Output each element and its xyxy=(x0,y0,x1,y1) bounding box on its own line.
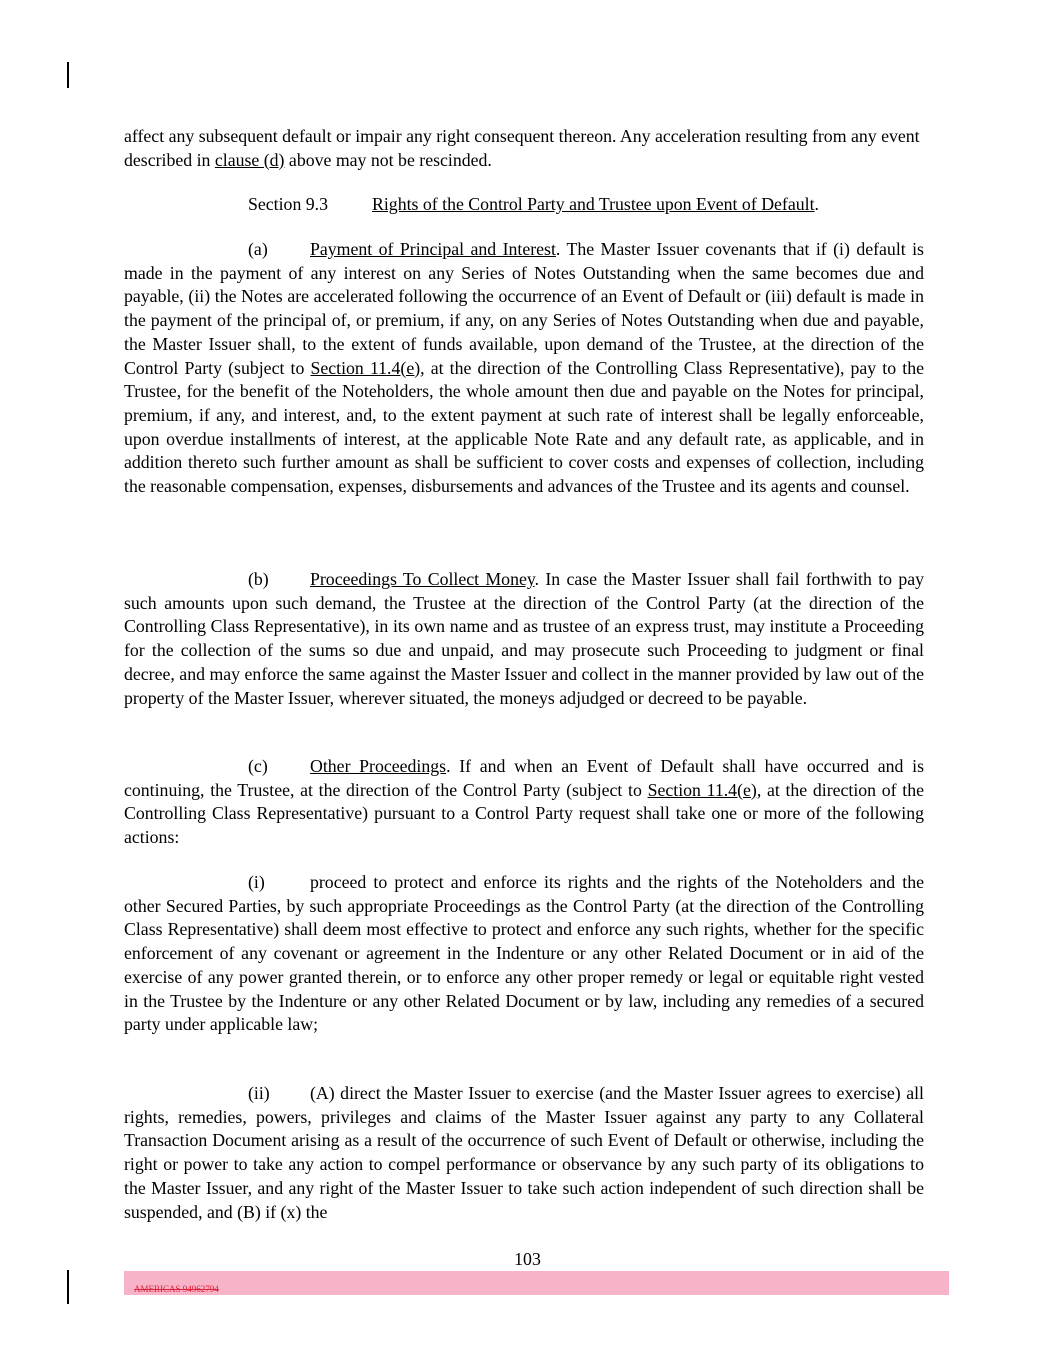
section-period: . xyxy=(814,194,819,214)
document-id: AMERICAS 94962794 xyxy=(134,1284,219,1294)
paragraph-i-label: (i) xyxy=(248,872,265,892)
paragraph-c-text-cont: , at the direction of the Controlling Class Representative) pursuant to a Control Party request shall take one or more of the following actions: xyxy=(124,779,924,848)
paragraph-a-title: Payment of Principal and Interest xyxy=(310,239,556,259)
revision-bar-top xyxy=(67,62,69,88)
paragraph-a-text: . The Master Issuer covenants that if (i) default is made in the payment of any interest on any Series of Notes Outstanding when the same becomes due and payable, (ii) the Notes are accelerated following the occurrence of an Event of Default or (iii) default is made in the payment of the principal of, or premium, if any, on any Series of Notes Outstanding when due and payable, the Master Issuer shall, to the extent of funds available, upon demand of the Trustee, at the direction of the Control Party (subject to xyxy=(124,239,924,378)
paragraph-b-label: (b) xyxy=(248,569,269,589)
clause-d-link[interactable]: clause (d) xyxy=(214,149,285,170)
section-title: Rights of the Control Party and Trustee upon Event of Default xyxy=(372,194,815,214)
paragraph-c-title: Other Proceedings xyxy=(310,756,447,776)
paragraph-b-text: . In case the Master Issuer shall fail forthwith to pay such amounts upon such demand, the Trustee at the direction of the Control Party (at the direction of the Controlling Class Representative), in its own name and as trustee of an express trust, may institute a Proceeding for the collection of the sums so due and unpaid, and may prosecute such Proceeding to judgment or final decree, and may enforce the same against the Master Issuer and collect in the manner provided by law out of the property of the Master Issuer, wherever situated, the moneys adjudged or decreed to be payable. xyxy=(124,569,925,708)
paragraph-ii xyxy=(124,1082,924,1224)
paragraph-b-title: Proceedings To Collect Money xyxy=(310,569,535,589)
section-11-4e-link-2[interactable]: Section 11.4(e) xyxy=(647,779,757,800)
paragraph-a-label: (a) xyxy=(248,239,268,259)
section-heading xyxy=(124,193,924,217)
paragraph-a xyxy=(124,238,924,499)
paragraph-ii-label: (ii) xyxy=(248,1083,270,1103)
paragraph-c xyxy=(124,755,924,850)
intro-paragraph xyxy=(124,125,924,172)
paragraph-c-text: . If and when an Event of Default shall have occurred and is continuing, the Trustee, at the direction of the Control Party (subject to xyxy=(124,756,924,800)
paragraph-i xyxy=(124,871,924,1037)
section-11-4e-link[interactable]: Section 11.4(e) xyxy=(310,357,421,378)
intro-text: affect any subsequent default or impair any right consequent thereon. Any acceleration resulting from any event described in xyxy=(124,126,920,170)
paragraph-c-label: (c) xyxy=(248,756,268,776)
page-number: 103 xyxy=(514,1249,541,1269)
paragraph-ii-text: (A) direct the Master Issuer to exercise (and the Master Issuer agrees to exercise) all rights, remedies, powers, privileges and claims of the Master Issuer against any party to any Collateral Transaction Document arising as a result of the occurrence of such Event of Default or otherwise, including the right or power to take any action to compel performance or observance by any such party of its obligations to the Master Issuer, and any right of the Master Issuer to take such action independent of such direction shall be suspended, and (B) if (x) the xyxy=(124,1083,924,1222)
paragraph-i-text: proceed to protect and enforce its rights and the rights of the Noteholders and the other Secured Parties, by such appropriate Proceedings as the Control Party (at the direction of the Controlling Class Representative) shall deem most effective to protect and enforce any such rights, whether for the specific enforcement of any covenant or agreement in the Indenture or any other Related Document or in aid of the exercise of any power granted therein, or to enforce any other proper remedy or legal or equitable right vested in the Trustee by the Indenture or any other Related Document or by law, including any remedies of a secured party under applicable law; xyxy=(124,872,924,1035)
section-number: Section 9.3 xyxy=(248,194,329,214)
footer-band xyxy=(124,1271,949,1295)
paragraph-a-text-cont: , at the direction of the Controlling Class Representative), pay to the Trustee, for the benefit of the Noteholders, the whole amount then due and payable on the Notes for principal, premium, if any, and interest, and, to the extent payment at such rate of interest shall be legally enforceable, upon overdue installments of interest, at the applicable Note Rate and any default rate, as applicable, and in addition thereto such further amount as shall be sufficient to cover costs and expenses of collection, including the reasonable compensation, expenses, disbursements and advances of the Trustee and its agents and counsel. xyxy=(124,357,924,497)
intro-text-end: above may not be rescinded. xyxy=(288,149,492,170)
paragraph-b xyxy=(124,568,924,710)
revision-bar-bottom xyxy=(67,1270,69,1304)
